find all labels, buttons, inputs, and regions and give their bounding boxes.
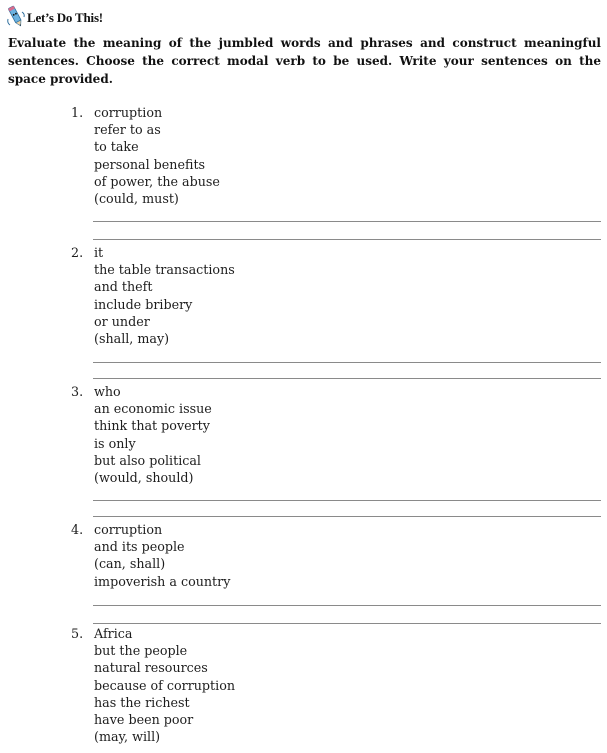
jumbled-phrase: and its people — [94, 539, 185, 555]
pencil-mascot-icon — [6, 5, 26, 29]
modal-verb-choices: (shall, may) — [94, 331, 170, 347]
answer-line[interactable] — [93, 378, 601, 379]
modal-verb-choices: (can, shall) — [94, 556, 166, 572]
jumbled-phrase: Africa — [94, 626, 133, 641]
item-number: 1. — [71, 105, 84, 120]
item-number: 2. — [71, 245, 84, 260]
jumbled-phrase: has the richest — [94, 694, 190, 710]
answer-line[interactable] — [93, 500, 601, 501]
answer-line[interactable] — [93, 516, 601, 517]
jumbled-phrase: corruption — [94, 522, 163, 537]
answer-line[interactable] — [93, 623, 601, 624]
activity-title: Let’s Do This! — [27, 10, 103, 25]
jumbled-phrase: have been poor — [94, 712, 194, 728]
modal-verb-choices: (would, should) — [94, 470, 194, 486]
jumbled-words-list — [94, 104, 220, 207]
answer-line[interactable] — [93, 239, 601, 240]
jumbled-phrase: who — [94, 384, 121, 399]
answer-line[interactable] — [93, 221, 601, 222]
jumbled-words-list — [94, 383, 212, 486]
modal-verb-choices: (may, will) — [94, 729, 161, 745]
jumbled-phrase: because of corruption — [94, 677, 236, 693]
jumbled-phrase: the table transactions — [94, 262, 235, 278]
item-number: 3. — [71, 384, 84, 399]
jumbled-phrase: corruption — [94, 105, 163, 120]
answer-line[interactable] — [93, 362, 601, 363]
jumbled-phrase: but the people — [94, 643, 188, 659]
jumbled-words-list — [94, 625, 235, 745]
jumbled-words-list — [94, 521, 230, 590]
jumbled-phrase: but also political — [94, 452, 201, 468]
jumbled-phrase: impoverish a country — [94, 573, 231, 589]
jumbled-phrase: and theft — [94, 279, 153, 295]
jumbled-phrase: natural resources — [94, 660, 208, 676]
modal-verb-choices: (could, must) — [94, 191, 179, 207]
jumbled-words-list — [94, 244, 235, 347]
jumbled-phrase: or under — [94, 313, 150, 329]
jumbled-phrase: think that poverty — [94, 418, 210, 434]
item-number: 5. — [71, 626, 84, 641]
answer-line[interactable] — [93, 605, 601, 606]
jumbled-phrase: refer to as — [94, 122, 161, 138]
jumbled-phrase: to take — [94, 139, 139, 155]
jumbled-phrase: of power, the abuse — [94, 173, 220, 189]
item-number: 4. — [71, 522, 84, 537]
jumbled-phrase: it — [94, 245, 104, 260]
activity-header — [6, 5, 103, 29]
jumbled-phrase: include bribery — [94, 296, 193, 312]
jumbled-phrase: is only — [94, 435, 136, 451]
jumbled-phrase: an economic issue — [94, 401, 212, 417]
instructions-text: Evaluate the meaning of the jumbled words and phrases and construct meaningful sentences. Choose the correct modal verb to be used. Write your sentences on the space provided. — [8, 36, 601, 86]
jumbled-phrase: personal benefits — [94, 156, 206, 172]
